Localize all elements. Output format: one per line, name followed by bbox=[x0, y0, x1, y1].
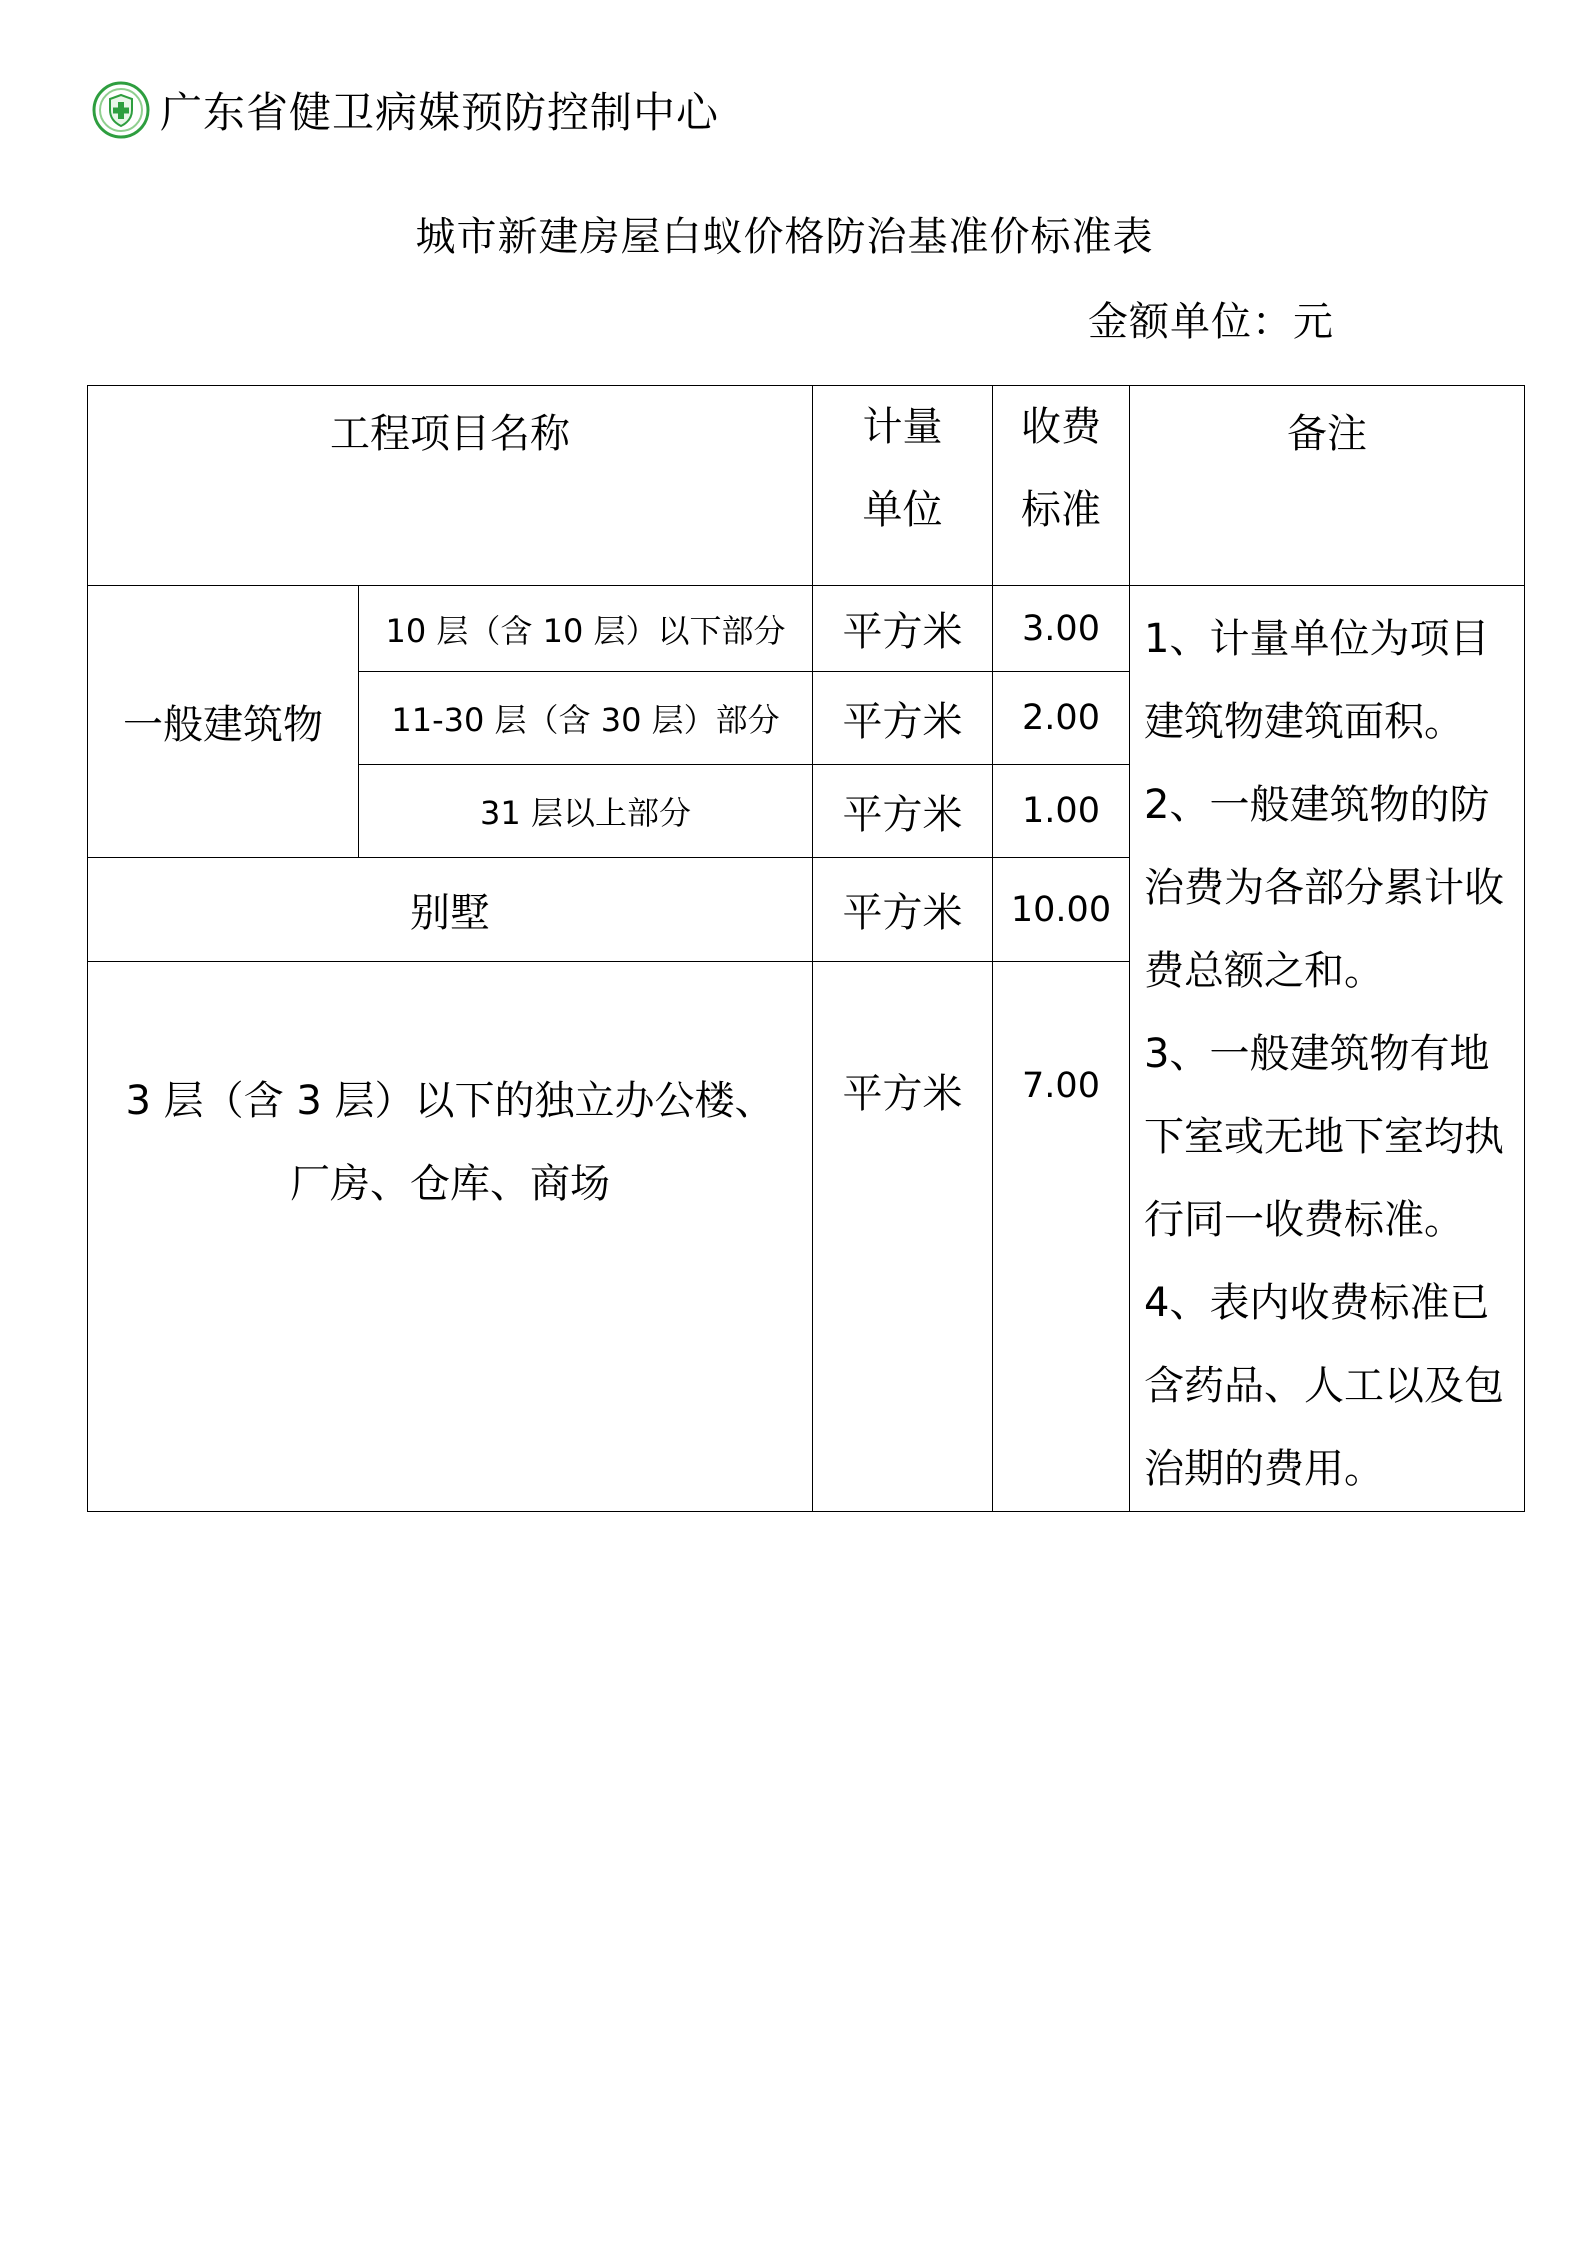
header-unit bbox=[813, 386, 993, 586]
remarks-cell bbox=[1130, 586, 1525, 1512]
header-project-name: 工程项目名称 bbox=[88, 386, 813, 586]
fee-cell: 2.00 bbox=[993, 672, 1130, 765]
table-header-row bbox=[88, 386, 1525, 586]
villa-label: 别墅 bbox=[88, 858, 813, 962]
health-shield-logo-icon bbox=[92, 81, 150, 139]
fee-cell: 1.00 bbox=[993, 765, 1130, 858]
unit-cell: 平方米 bbox=[813, 672, 993, 765]
remark-item: 1、计量单位为项目建筑物建筑面积。 bbox=[1144, 616, 1490, 745]
unit-cell: 平方米 bbox=[813, 962, 993, 1512]
table-row bbox=[88, 586, 1525, 672]
header-fee-line2: 标准 bbox=[1021, 487, 1101, 533]
fee-standard-table bbox=[87, 385, 1525, 1512]
fee-cell: 7.00 bbox=[993, 962, 1130, 1512]
small-buildings-label-line1: 3 层（含 3 层）以下的独立办公楼、 bbox=[125, 1078, 775, 1125]
amount-unit-note: 金额单位：元 bbox=[1088, 299, 1334, 345]
small-buildings-label-line2: 厂房、仓库、商场 bbox=[290, 1161, 610, 1208]
floor-range-cell: 11-30 层（含 30 层）部分 bbox=[359, 672, 813, 765]
header-unit-line2: 单位 bbox=[862, 487, 943, 533]
unit-cell: 平方米 bbox=[813, 586, 993, 672]
floor-range-cell: 10 层（含 10 层）以下部分 bbox=[359, 586, 813, 672]
document-title bbox=[0, 205, 1587, 262]
general-building-label: 一般建筑物 bbox=[88, 586, 359, 858]
page-header bbox=[92, 80, 719, 140]
floor-range-cell: 31 层以上部分 bbox=[359, 765, 813, 858]
document-title-text: 城市新建房屋白蚁价格防治基准价标准表 bbox=[415, 214, 1154, 260]
header-remarks: 备注 bbox=[1130, 386, 1525, 586]
remark-item: 3、一般建筑物有地下室或无地下室均执行同一收费标准。 bbox=[1144, 1031, 1504, 1243]
fee-cell: 10.00 bbox=[993, 858, 1130, 962]
header-fee-line1: 收费 bbox=[1021, 404, 1101, 450]
unit-cell: 平方米 bbox=[813, 765, 993, 858]
header-fee bbox=[993, 386, 1130, 586]
fee-cell: 3.00 bbox=[993, 586, 1130, 672]
remark-item: 4、表内收费标准已含药品、人工以及包治期的费用。 bbox=[1144, 1280, 1504, 1492]
unit-cell: 平方米 bbox=[813, 858, 993, 962]
remark-item: 2、一般建筑物的防治费为各部分累计收费总额之和。 bbox=[1144, 782, 1504, 994]
header-unit-line1: 计量 bbox=[862, 404, 943, 450]
organization-name: 广东省健卫病媒预防控制中心 bbox=[160, 88, 720, 137]
small-buildings-label bbox=[88, 962, 813, 1512]
